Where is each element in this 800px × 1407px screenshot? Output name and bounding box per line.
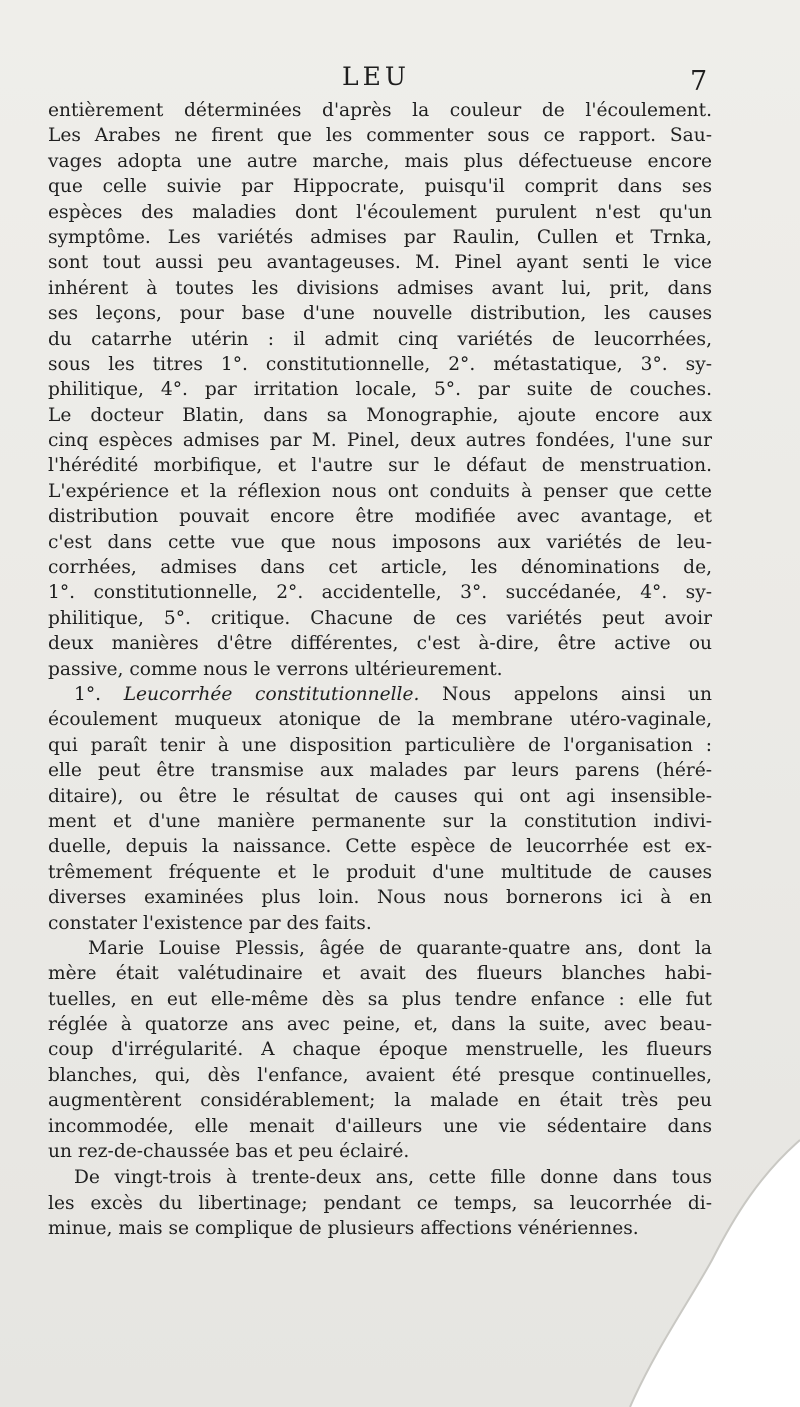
text-line: entièrement déterminées d'après la couleur de l'écoulement. bbox=[48, 100, 712, 121]
text-line: L'expérience et la réflexion nous ont conduits à penser que cette bbox=[48, 480, 712, 502]
text-line: Marie Louise Plessis, âgée de quarante-quatre ans, dont la bbox=[88, 937, 712, 959]
text-line: ment et d'une manière permanente sur la constitution indivi- bbox=[48, 810, 712, 832]
text-line: philitique, 4°. par irritation locale, 5°. par suite de couches. bbox=[48, 379, 712, 401]
text-fragment: Nous appelons ainsi un bbox=[442, 683, 712, 705]
text-line: l'hérédité morbifique, et l'autre sur le défaut de menstruation. bbox=[48, 455, 712, 477]
text-line: c'est dans cette vue que nous imposons aux variétés de leu- bbox=[48, 531, 712, 553]
text-line: symptôme. Les variétés admises par Raulin, Cullen et Trnka, bbox=[48, 226, 712, 248]
text-line: distribution pouvait encore être modifiée avec avantage, et bbox=[48, 506, 712, 528]
paragraph-3 bbox=[48, 936, 712, 1165]
text-line: mère était valétudinaire et avait des flueurs blanches habi- bbox=[48, 963, 712, 985]
paragraph-4 bbox=[48, 1165, 712, 1241]
text-line: Le docteur Blatin, dans sa Monographie, ajoute encore aux bbox=[48, 404, 712, 426]
text-line: blanches, qui, dès l'enfance, avaient été presque continuelles, bbox=[48, 1064, 712, 1086]
text-line: ses leçons, pour base d'une nouvelle distribution, les causes bbox=[48, 303, 712, 325]
text-line: elle peut être transmise aux malades par leurs parens (héré- bbox=[48, 760, 712, 782]
text-line: philitique, 5°. critique. Chacune de ces variétés peut avoir bbox=[48, 607, 712, 629]
text-line: diverses examinées plus loin. Nous nous bornerons ici à en bbox=[48, 887, 712, 909]
section-number: 1°. bbox=[74, 683, 102, 705]
text-line: que celle suivie par Hippocrate, puisqu'il comprit dans ses bbox=[48, 176, 712, 198]
text-line: du catarrhe utérin : il admit cinq variétés de leucorrhées, bbox=[48, 328, 712, 350]
text-line: corrhées, admises dans cet article, les dénominations de, bbox=[48, 557, 712, 579]
section-title: Leucorrhée constitutionnelle. bbox=[123, 683, 420, 705]
text-line: tuelles, en eut elle-même dès sa plus tendre enfance : elle fut bbox=[48, 988, 712, 1010]
text-line: passive, comme nous le verrons ultérieurement. bbox=[48, 658, 503, 680]
text-line: inhérent à toutes les divisions admises avant lui, prit, dans bbox=[48, 277, 712, 299]
text-line: De vingt-trois à trente-deux ans, cette fille donne dans tous bbox=[74, 1167, 712, 1189]
text-line: duelle, depuis la naissance. Cette espèce de leucorrhée est ex- bbox=[48, 836, 712, 858]
paragraph-1 bbox=[48, 98, 712, 682]
text-line: les excès du libertinage; pendant ce temps, sa leucorrhée di- bbox=[48, 1192, 712, 1214]
text-line: minue, mais se complique de plusieurs affections vénériennes. bbox=[48, 1218, 639, 1240]
text-line: 1°. constitutionnelle, 2°. accidentelle, 3°. succédanée, 4°. sy- bbox=[48, 582, 712, 604]
text-line: trêmement fréquente et le produit d'une multitude de causes bbox=[48, 861, 712, 883]
text-line: écoulement muqueux atonique de la membrane utéro-vaginale, bbox=[48, 709, 712, 731]
page-number: 7 bbox=[690, 66, 708, 97]
running-head: LEU bbox=[342, 62, 410, 91]
text-line: réglée à quatorze ans avec peine, et, dans la suite, avec beau- bbox=[48, 1014, 712, 1036]
text-line: qui paraît tenir à une disposition particulière de l'organisation : bbox=[48, 734, 712, 756]
text-line: augmentèrent considérablement; la malade en était très peu bbox=[48, 1090, 712, 1112]
section-heading-line bbox=[48, 682, 712, 707]
body-text bbox=[48, 98, 712, 1242]
text-line: un rez-de-chaussée bas et peu éclairé. bbox=[48, 1141, 410, 1163]
page-header bbox=[0, 62, 800, 98]
text-line: coup d'irrégularité. A chaque époque menstruelle, les flueurs bbox=[48, 1039, 712, 1061]
text-line: constater l'existence par des faits. bbox=[48, 912, 372, 934]
text-line: deux manières d'être différentes, c'est à-dire, être active ou bbox=[48, 633, 712, 655]
text-line: sont tout aussi peu avantageuses. M. Pinel ayant senti le vice bbox=[48, 252, 712, 274]
text-line: sous les titres 1°. constitutionnelle, 2°. métastatique, 3°. sy- bbox=[48, 353, 712, 375]
text-line: espèces des maladies dont l'écoulement purulent n'est qu'un bbox=[48, 201, 712, 223]
text-line: cinq espèces admises par M. Pinel, deux autres fondées, l'une sur bbox=[48, 430, 712, 452]
text-line: Les Arabes ne firent que les commenter sous ce rapport. Sau- bbox=[48, 125, 712, 147]
text-line: incommodée, elle menait d'ailleurs une vie sédentaire dans bbox=[48, 1115, 712, 1137]
text-line: vages adopta une autre marche, mais plus défectueuse encore bbox=[48, 150, 712, 172]
paragraph-2 bbox=[48, 682, 712, 936]
text-line: ditaire), ou être le résultat de causes qui ont agi insensible- bbox=[48, 785, 712, 807]
